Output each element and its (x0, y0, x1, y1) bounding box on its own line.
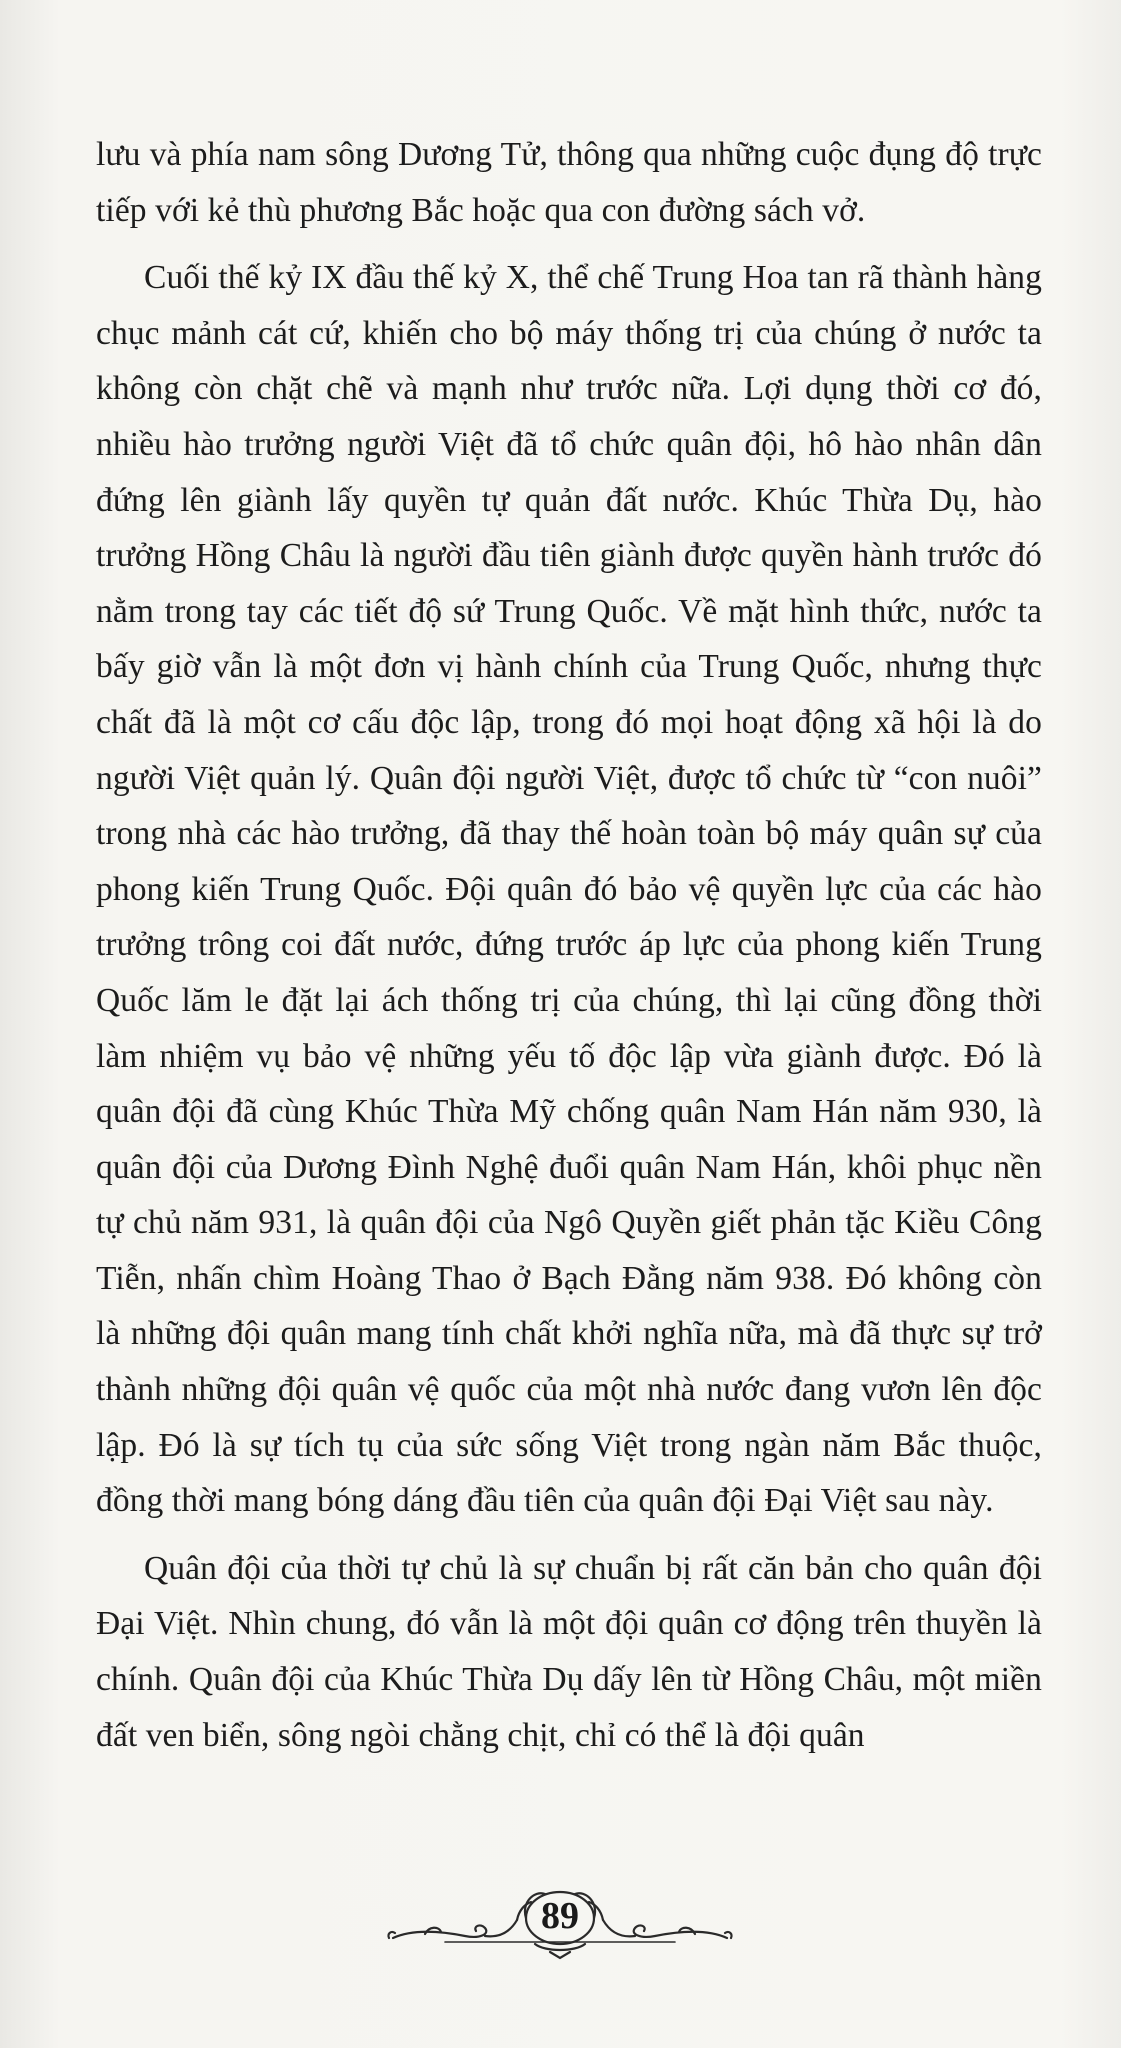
paragraph-continuation: lưu và phía nam sông Dương Tử, thông qua những cuộc đụng độ trực tiếp với kẻ thù phương Bắc hoặc qua con đường sách vở. (96, 136, 1042, 229)
body-text (96, 127, 1042, 1763)
paragraph-gap (96, 1529, 1042, 1541)
page-number: 89 (541, 1895, 579, 1937)
paragraph-army-preparation: Quân đội của thời tự chủ là sự chuẩn bị rất căn bản cho quân đội Đại Việt. Nhìn chung, đó vẫn là một đội quân cơ động trên thuyền là chính. Quân đội của Khúc Thừa Dụ dấy lên từ Hồng Châu, một miền đất ven biển, sông ngòi chằng chịt, chỉ có thể là đội quân (96, 1549, 1042, 1754)
paragraph-autonomy-era: Cuối thế kỷ IX đầu thế kỷ X, thể chế Trung Hoa tan rã thành hàng chục mảnh cát cứ, khiến cho bộ máy thống trị của chúng ở nước ta không còn chặt chẽ và mạnh như trước nữa. Lợi dụng thời cơ đó, nhiều hào trưởng người Việt đã tổ chức quân đội, hô hào nhân dân đứng lên giành lấy quyền tự quản đất nước. Khúc Thừa Dụ, hào trưởng Hồng Châu là người đầu tiên giành được quyền hành trước đó nằm trong tay các tiết độ sứ Trung Quốc. Về mặt hình thức, nước ta bấy giờ vẫn là một đơn vị hành chính của Trung Quốc, nhưng thực chất đã là một cơ cấu độc lập, trong đó mọi hoạt động xã hội là do người Việt quản lý. Quân đội người Việt, được tổ chức từ “con nuôi” trong nhà các hào trưởng, đã thay thế hoàn toàn bộ máy quân sự của phong kiến Trung Quốc. Đội quân đó bảo vệ quyền lực của các hào trưởng trông coi đất nước, đứng trước áp lực của phong kiến Trung Quốc lăm le đặt lại ách thống trị của chúng, thì lại cũng đồng thời làm nhiệm vụ bảo vệ những yếu tố độc lập vừa giành được. Đó là quân đội đã cùng Khúc Thừa Mỹ chống quân Nam Hán năm 930, là quân đội của Dương Đình Nghệ đuổi quân Nam Hán, khôi phục nền tự chủ năm 931, là quân đội của Ngô Quyền giết phản tặc Kiều Công Tiễn, nhấn chìm Hoàng Thao ở Bạch Đằng năm 938. Đó không còn là những đội quân mang tính chất khởi nghĩa nữa, mà đã thực sự trở thành những đội quân vệ quốc của một nhà nước đang vươn lên độc lập. Đó là sự tích tụ của sức sống Việt trong ngàn năm Bắc thuộc, đồng thời mang bóng dáng đầu tiên của quân đội Đại Việt sau này. (96, 259, 1042, 1520)
page-footer (385, 1882, 735, 1962)
paragraph-gap (96, 238, 1042, 250)
